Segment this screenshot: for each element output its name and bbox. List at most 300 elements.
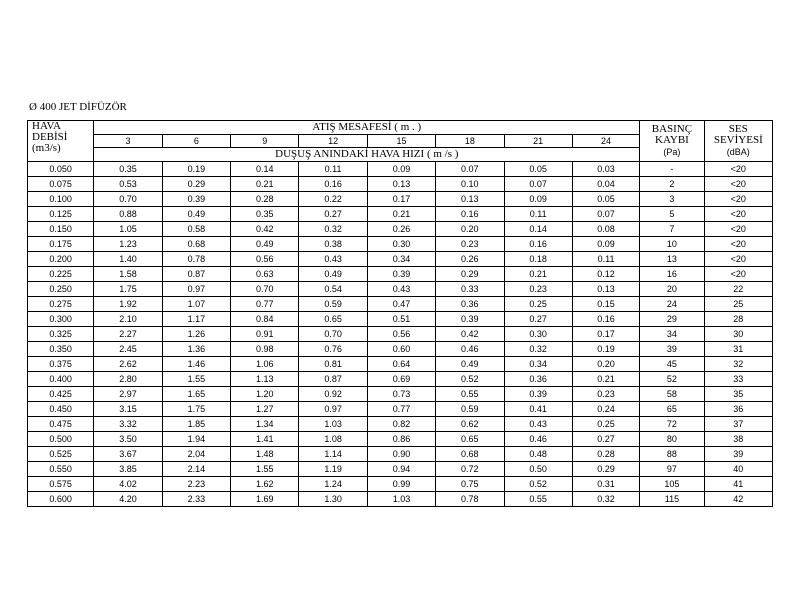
velocity-cell: 0.33 (436, 282, 504, 297)
velocity-cell: 0.46 (504, 432, 572, 447)
table-row (28, 297, 773, 312)
velocity-cell: 1.62 (231, 477, 299, 492)
velocity-cell: 0.53 (94, 177, 162, 192)
velocity-cell: 1.46 (162, 357, 230, 372)
velocity-cell: 0.21 (572, 372, 639, 387)
table-row (28, 402, 773, 417)
velocity-cell: 0.65 (436, 432, 504, 447)
table-row (28, 237, 773, 252)
sound-level-cell: 28 (704, 312, 772, 327)
velocity-cell: 0.39 (367, 267, 435, 282)
velocity-cell: 0.69 (367, 372, 435, 387)
sound-level-cell: 31 (704, 342, 772, 357)
page-title: Ø 400 JET DİFÜZÖR (29, 101, 127, 113)
distance-header-cell: 9 (231, 135, 299, 148)
table-row (28, 477, 773, 492)
velocity-cell: 0.42 (436, 327, 504, 342)
velocity-cell: 0.68 (162, 237, 230, 252)
air-flow-cell: 0.425 (28, 387, 94, 402)
velocity-cell: 0.35 (94, 162, 162, 177)
sound-level-header-line: SES (728, 123, 748, 135)
velocity-cell: 0.47 (367, 297, 435, 312)
velocity-cell: 0.29 (572, 462, 639, 477)
air-flow-cell: 0.200 (28, 252, 94, 267)
velocity-cell: 3.50 (94, 432, 162, 447)
pressure-loss-cell: 3 (640, 192, 704, 207)
velocity-cell: 0.29 (436, 267, 504, 282)
velocity-cell: 0.78 (162, 252, 230, 267)
pressure-loss-cell: 13 (640, 252, 704, 267)
velocity-cell: 2.14 (162, 462, 230, 477)
velocity-cell: 0.30 (504, 327, 572, 342)
table-body (28, 162, 773, 507)
sound-level-header (704, 121, 772, 162)
velocity-cell: 0.72 (436, 462, 504, 477)
velocity-cell: 0.09 (367, 162, 435, 177)
velocity-cell: 0.97 (299, 402, 367, 417)
velocity-cell: 2.23 (162, 477, 230, 492)
velocity-cell: 0.39 (436, 312, 504, 327)
velocity-cell: 0.14 (231, 162, 299, 177)
air-flow-cell: 0.325 (28, 327, 94, 342)
velocity-cell: 3.15 (94, 402, 162, 417)
pressure-loss-cell: 65 (640, 402, 704, 417)
velocity-cell: 0.56 (231, 252, 299, 267)
air-flow-cell: 0.350 (28, 342, 94, 357)
table-row (28, 372, 773, 387)
velocity-cell: 0.21 (367, 207, 435, 222)
velocity-cell: 1.69 (231, 492, 299, 507)
velocity-cell: 0.05 (504, 162, 572, 177)
velocity-cell: 0.21 (231, 177, 299, 192)
sound-level-cell: 25 (704, 297, 772, 312)
velocity-cell: 3.32 (94, 417, 162, 432)
velocity-cell: 2.33 (162, 492, 230, 507)
table-row (28, 282, 773, 297)
velocity-cell: 1.20 (231, 387, 299, 402)
velocity-cell: 0.19 (162, 162, 230, 177)
velocity-cell: 0.77 (367, 402, 435, 417)
velocity-cell: 0.97 (162, 282, 230, 297)
velocity-cell: 0.49 (231, 237, 299, 252)
velocity-cell: 0.35 (231, 207, 299, 222)
velocity-cell: 0.28 (231, 192, 299, 207)
air-flow-header-line: (m3/s) (32, 142, 61, 154)
table-row (28, 342, 773, 357)
velocity-cell: 0.52 (436, 372, 504, 387)
velocity-cell: 0.19 (572, 342, 639, 357)
air-flow-cell: 0.175 (28, 237, 94, 252)
velocity-cell: 0.64 (367, 357, 435, 372)
table-row (28, 387, 773, 402)
pressure-loss-cell: 52 (640, 372, 704, 387)
sound-level-cell: 40 (704, 462, 772, 477)
velocity-cell: 0.13 (367, 177, 435, 192)
velocity-cell: 0.91 (231, 327, 299, 342)
sound-level-header-line: SEVİYESİ (713, 134, 763, 146)
velocity-cell: 0.48 (504, 447, 572, 462)
velocity-cell: 0.55 (436, 387, 504, 402)
velocity-cell: 0.49 (436, 357, 504, 372)
velocity-cell: 0.23 (572, 387, 639, 402)
sound-level-cell: <20 (704, 267, 772, 282)
velocity-cell: 0.16 (504, 237, 572, 252)
pressure-loss-cell: 20 (640, 282, 704, 297)
air-flow-cell: 0.525 (28, 447, 94, 462)
velocity-cell: 0.29 (162, 177, 230, 192)
velocity-cell: 1.27 (231, 402, 299, 417)
pressure-loss-cell: 115 (640, 492, 704, 507)
sound-level-cell: <20 (704, 207, 772, 222)
velocity-cell: 1.58 (94, 267, 162, 282)
velocity-cell: 0.30 (367, 237, 435, 252)
pressure-loss-cell: 88 (640, 447, 704, 462)
distance-header-cell: 18 (436, 135, 504, 148)
velocity-cell: 0.13 (572, 282, 639, 297)
table-row (28, 492, 773, 507)
velocity-cell: 0.23 (436, 237, 504, 252)
velocity-cell: 0.20 (436, 222, 504, 237)
velocity-cell: 1.75 (94, 282, 162, 297)
velocity-cell: 0.09 (572, 237, 639, 252)
air-flow-cell: 0.575 (28, 477, 94, 492)
table-row (28, 207, 773, 222)
velocity-cell: 0.31 (572, 477, 639, 492)
throw-distance-header: ATIŞ MESAFESİ ( m . ) (94, 121, 640, 135)
velocity-cell: 0.09 (504, 192, 572, 207)
velocity-cell: 0.32 (504, 342, 572, 357)
velocity-cell: 0.77 (231, 297, 299, 312)
pressure-loss-cell: 39 (640, 342, 704, 357)
velocity-cell: 4.02 (94, 477, 162, 492)
air-flow-header (28, 121, 94, 162)
velocity-cell: 0.20 (572, 357, 639, 372)
air-flow-cell: 0.125 (28, 207, 94, 222)
velocity-cell: 0.07 (572, 207, 639, 222)
velocity-cell: 0.07 (436, 162, 504, 177)
velocity-cell: 0.70 (231, 282, 299, 297)
table-row (28, 312, 773, 327)
table-row (28, 177, 773, 192)
velocity-cell: 1.34 (231, 417, 299, 432)
velocity-cell: 0.24 (572, 402, 639, 417)
air-flow-cell: 0.375 (28, 357, 94, 372)
pressure-loss-cell: 29 (640, 312, 704, 327)
air-flow-cell: 0.475 (28, 417, 94, 432)
velocity-cell: 0.32 (572, 492, 639, 507)
velocity-cell: 0.76 (299, 342, 367, 357)
distance-header-cell: 21 (504, 135, 572, 148)
velocity-cell: 0.16 (436, 207, 504, 222)
sound-level-cell: <20 (704, 237, 772, 252)
velocity-cell: 3.67 (94, 447, 162, 462)
velocity-cell: 0.55 (504, 492, 572, 507)
table-row (28, 462, 773, 477)
velocity-cell: 1.30 (299, 492, 367, 507)
air-flow-cell: 0.550 (28, 462, 94, 477)
velocity-cell: 0.98 (231, 342, 299, 357)
velocity-cell: 0.73 (367, 387, 435, 402)
pressure-loss-cell: 72 (640, 417, 704, 432)
velocity-cell: 0.51 (367, 312, 435, 327)
sound-level-cell: <20 (704, 177, 772, 192)
air-flow-cell: 0.050 (28, 162, 94, 177)
table-row (28, 252, 773, 267)
velocity-cell: 2.97 (94, 387, 162, 402)
velocity-cell: 2.62 (94, 357, 162, 372)
air-flow-header-line: DEBİSİ (32, 131, 68, 143)
velocity-cell: 0.59 (299, 297, 367, 312)
velocity-cell: 2.04 (162, 447, 230, 462)
sound-level-cell: 32 (704, 357, 772, 372)
sound-level-cell: 39 (704, 447, 772, 462)
velocity-cell: 1.13 (231, 372, 299, 387)
velocity-cell: 0.39 (162, 192, 230, 207)
pressure-loss-header-line: KAYBI (655, 134, 689, 146)
velocity-cell: 0.34 (504, 357, 572, 372)
velocity-cell: 0.94 (367, 462, 435, 477)
table-row (28, 327, 773, 342)
sound-level-cell: <20 (704, 222, 772, 237)
velocity-cell: 0.70 (94, 192, 162, 207)
sound-level-cell: 36 (704, 402, 772, 417)
velocity-cell: 0.92 (299, 387, 367, 402)
velocity-cell: 0.54 (299, 282, 367, 297)
air-flow-cell: 0.100 (28, 192, 94, 207)
velocity-cell: 0.04 (572, 177, 639, 192)
velocity-cell: 0.82 (367, 417, 435, 432)
velocity-cell: 0.88 (94, 207, 162, 222)
sound-level-cell: 38 (704, 432, 772, 447)
velocity-cell: 0.50 (504, 462, 572, 477)
velocity-cell: 0.60 (367, 342, 435, 357)
velocity-cell: 0.70 (299, 327, 367, 342)
table-row (28, 357, 773, 372)
velocity-cell: 0.21 (504, 267, 572, 282)
pressure-loss-cell: 80 (640, 432, 704, 447)
velocity-cell: 0.81 (299, 357, 367, 372)
velocity-cell: 0.22 (299, 192, 367, 207)
velocity-cell: 1.75 (162, 402, 230, 417)
velocity-cell: 0.84 (231, 312, 299, 327)
velocity-cell: 0.23 (504, 282, 572, 297)
velocity-cell: 1.41 (231, 432, 299, 447)
velocity-cell: 0.43 (299, 252, 367, 267)
table-row (28, 417, 773, 432)
air-flow-cell: 0.225 (28, 267, 94, 282)
velocity-cell: 0.65 (299, 312, 367, 327)
velocity-cell: 0.32 (299, 222, 367, 237)
velocity-cell: 1.55 (231, 462, 299, 477)
pressure-loss-cell: 2 (640, 177, 704, 192)
velocity-cell: 0.15 (572, 297, 639, 312)
air-flow-cell: 0.250 (28, 282, 94, 297)
pressure-loss-header-line: BASINÇ (651, 123, 693, 135)
velocity-cell: 0.43 (367, 282, 435, 297)
distance-header-cell: 24 (572, 135, 639, 148)
velocity-cell: 2.27 (94, 327, 162, 342)
pressure-loss-cell: 5 (640, 207, 704, 222)
sound-level-cell: <20 (704, 192, 772, 207)
air-flow-cell: 0.275 (28, 297, 94, 312)
velocity-cell: 0.13 (436, 192, 504, 207)
distance-header-cell: 3 (94, 135, 162, 148)
velocity-cell: 0.10 (436, 177, 504, 192)
velocity-cell: 1.03 (367, 492, 435, 507)
velocity-cell: 0.11 (572, 252, 639, 267)
velocity-cell: 1.06 (231, 357, 299, 372)
velocity-cell: 2.80 (94, 372, 162, 387)
pressure-loss-cell: 24 (640, 297, 704, 312)
velocity-cell: 0.16 (572, 312, 639, 327)
velocity-cell: 0.56 (367, 327, 435, 342)
velocity-cell: 0.14 (504, 222, 572, 237)
velocity-cell: 0.52 (504, 477, 572, 492)
velocity-cell: 0.27 (572, 432, 639, 447)
velocity-cell: 0.39 (504, 387, 572, 402)
velocity-cell: 0.17 (367, 192, 435, 207)
air-flow-cell: 0.450 (28, 402, 94, 417)
velocity-cell: 0.36 (504, 372, 572, 387)
pressure-loss-cell: 10 (640, 237, 704, 252)
velocity-cell: 1.94 (162, 432, 230, 447)
table-row (28, 222, 773, 237)
velocity-cell: 0.41 (504, 402, 572, 417)
velocity-cell: 1.03 (299, 417, 367, 432)
velocity-cell: 2.45 (94, 342, 162, 357)
velocity-cell: 0.75 (436, 477, 504, 492)
air-flow-header-line: HAVA (32, 120, 61, 132)
velocity-cell: 0.26 (367, 222, 435, 237)
velocity-cell: 1.48 (231, 447, 299, 462)
velocity-cell: 1.07 (162, 297, 230, 312)
velocity-cell: 0.87 (162, 267, 230, 282)
pressure-loss-cell: - (640, 162, 704, 177)
table-row (28, 267, 773, 282)
velocity-cell: 0.36 (436, 297, 504, 312)
velocity-cell: 0.17 (572, 327, 639, 342)
performance-table (27, 120, 773, 507)
velocity-cell: 1.08 (299, 432, 367, 447)
velocity-cell: 0.58 (162, 222, 230, 237)
velocity-cell: 1.26 (162, 327, 230, 342)
velocity-cell: 1.17 (162, 312, 230, 327)
velocity-cell: 1.23 (94, 237, 162, 252)
velocity-cell: 0.43 (504, 417, 572, 432)
pressure-loss-cell: 105 (640, 477, 704, 492)
velocity-cell: 1.05 (94, 222, 162, 237)
sound-level-cell: 41 (704, 477, 772, 492)
velocity-cell: 1.85 (162, 417, 230, 432)
velocity-cell: 0.62 (436, 417, 504, 432)
velocity-cell: 1.24 (299, 477, 367, 492)
sound-level-cell: 22 (704, 282, 772, 297)
velocity-cell: 1.92 (94, 297, 162, 312)
velocity-cell: 0.11 (504, 207, 572, 222)
pressure-loss-unit: (Pa) (663, 147, 681, 157)
velocity-cell: 0.07 (504, 177, 572, 192)
velocity-cell: 0.05 (572, 192, 639, 207)
velocity-cell: 1.55 (162, 372, 230, 387)
velocity-cell: 0.49 (299, 267, 367, 282)
table-row (28, 447, 773, 462)
velocity-cell: 1.14 (299, 447, 367, 462)
air-flow-cell: 0.400 (28, 372, 94, 387)
velocity-cell: 3.85 (94, 462, 162, 477)
velocity-cell: 0.34 (367, 252, 435, 267)
distance-header-cell: 12 (299, 135, 367, 148)
air-flow-cell: 0.500 (28, 432, 94, 447)
velocity-cell: 0.16 (299, 177, 367, 192)
air-flow-cell: 0.075 (28, 177, 94, 192)
table-row (28, 432, 773, 447)
sound-level-cell: 35 (704, 387, 772, 402)
velocity-cell: 0.25 (504, 297, 572, 312)
table-row (28, 162, 773, 177)
pressure-loss-cell: 97 (640, 462, 704, 477)
sound-level-cell: 37 (704, 417, 772, 432)
velocity-cell: 0.42 (231, 222, 299, 237)
velocity-cell: 0.27 (299, 207, 367, 222)
velocity-cell: 0.18 (504, 252, 572, 267)
sound-level-cell: 42 (704, 492, 772, 507)
pressure-loss-cell: 58 (640, 387, 704, 402)
velocity-cell: 0.86 (367, 432, 435, 447)
air-flow-cell: 0.300 (28, 312, 94, 327)
sound-level-cell: <20 (704, 252, 772, 267)
velocity-cell: 0.25 (572, 417, 639, 432)
air-flow-cell: 0.600 (28, 492, 94, 507)
sound-level-unit: (dBA) (726, 147, 750, 157)
velocity-cell: 2.10 (94, 312, 162, 327)
terminal-velocity-header: DUŞUŞ ANINDAKİ HAVA HIZI ( m /s ) (94, 148, 640, 162)
velocity-cell: 0.90 (367, 447, 435, 462)
velocity-cell: 0.49 (162, 207, 230, 222)
velocity-cell: 0.03 (572, 162, 639, 177)
pressure-loss-cell: 7 (640, 222, 704, 237)
velocity-cell: 0.46 (436, 342, 504, 357)
velocity-cell: 0.99 (367, 477, 435, 492)
velocity-cell: 0.87 (299, 372, 367, 387)
pressure-loss-header (640, 121, 704, 162)
velocity-cell: 1.36 (162, 342, 230, 357)
velocity-cell: 1.40 (94, 252, 162, 267)
sound-level-cell: 33 (704, 372, 772, 387)
velocity-cell: 0.68 (436, 447, 504, 462)
velocity-cell: 0.12 (572, 267, 639, 282)
air-flow-cell: 0.150 (28, 222, 94, 237)
velocity-cell: 0.08 (572, 222, 639, 237)
velocity-cell: 1.19 (299, 462, 367, 477)
distance-header-cell: 6 (162, 135, 230, 148)
pressure-loss-cell: 34 (640, 327, 704, 342)
velocity-cell: 4.20 (94, 492, 162, 507)
pressure-loss-cell: 16 (640, 267, 704, 282)
distance-header-cell: 15 (367, 135, 435, 148)
sound-level-cell: <20 (704, 162, 772, 177)
pressure-loss-cell: 45 (640, 357, 704, 372)
sound-level-cell: 30 (704, 327, 772, 342)
velocity-cell: 0.38 (299, 237, 367, 252)
velocity-cell: 0.28 (572, 447, 639, 462)
velocity-cell: 0.27 (504, 312, 572, 327)
velocity-cell: 1.65 (162, 387, 230, 402)
table-row (28, 192, 773, 207)
velocity-cell: 0.26 (436, 252, 504, 267)
velocity-cell: 0.11 (299, 162, 367, 177)
velocity-cell: 0.59 (436, 402, 504, 417)
velocity-cell: 0.78 (436, 492, 504, 507)
